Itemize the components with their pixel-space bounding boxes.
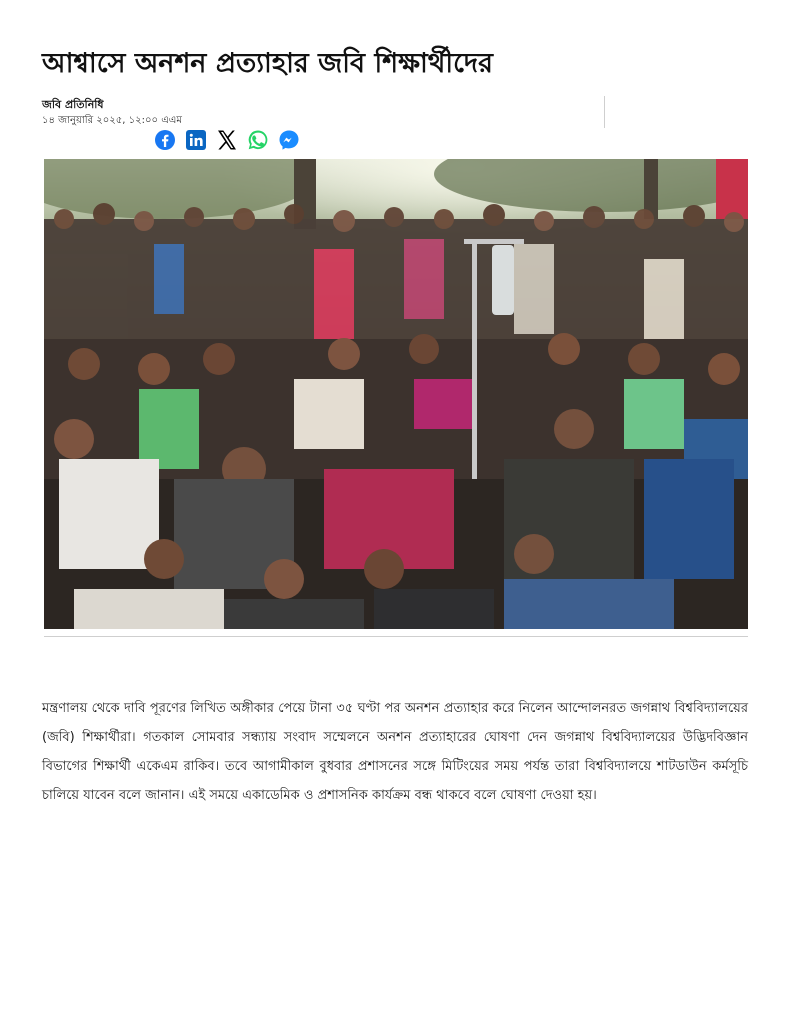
article-headline: আশ্বাসে অনশন প্রত্যাহার জবি শিক্ষার্থীদের [42, 48, 493, 79]
publish-date: ১৪ জানুয়ারি ২০২৫, ১২:০০ এএম [42, 115, 182, 126]
linkedin-icon[interactable] [184, 128, 208, 152]
header-divider [604, 96, 605, 128]
x-icon[interactable] [215, 128, 239, 152]
messenger-icon[interactable] [277, 128, 301, 152]
byline: জবি প্রতিনিধি [42, 98, 104, 111]
whatsapp-icon[interactable] [246, 128, 270, 152]
section-divider [44, 636, 748, 637]
article-photo [44, 159, 748, 629]
facebook-icon[interactable] [153, 128, 177, 152]
share-bar [153, 128, 301, 152]
article-body: মন্ত্রণালয় থেকে দাবি পূরণের লিখিত অঙ্গীকার পেয়ে টানা ৩৫ ঘণ্টা পর অনশন প্রত্যাহার করে নিলেন আন্দোলনরত জগন্নাথ বিশ্ববিদ্যালয়ের (জবি) শিক্ষার্থীরা। গতকাল সোমবার সন্ধ্যায় সংবাদ সম্মেলনে অনশন প্রত্যাহারের ঘোষণা দেন জগন্নাথ বিশ্ববিদ্যালয়ের উদ্ভিদবিজ্ঞান বিভাগের শিক্ষার্থী একেএম রাকিব। তবে আগামীকাল বুধবার প্রশাসনের সঙ্গে মিটিংয়ের সময় পর্যন্ত তারা বিশ্ববিদ্যালয়ে শাটডাউন কর্মসূচি চালিয়ে যাবেন বলে জানান। এই সময়ে একাডেমিক ও প্রশাসনিক কার্যক্রম বন্ধ থাকবে বলে ঘোষণা দেওয়া হয়। [42, 701, 748, 803]
